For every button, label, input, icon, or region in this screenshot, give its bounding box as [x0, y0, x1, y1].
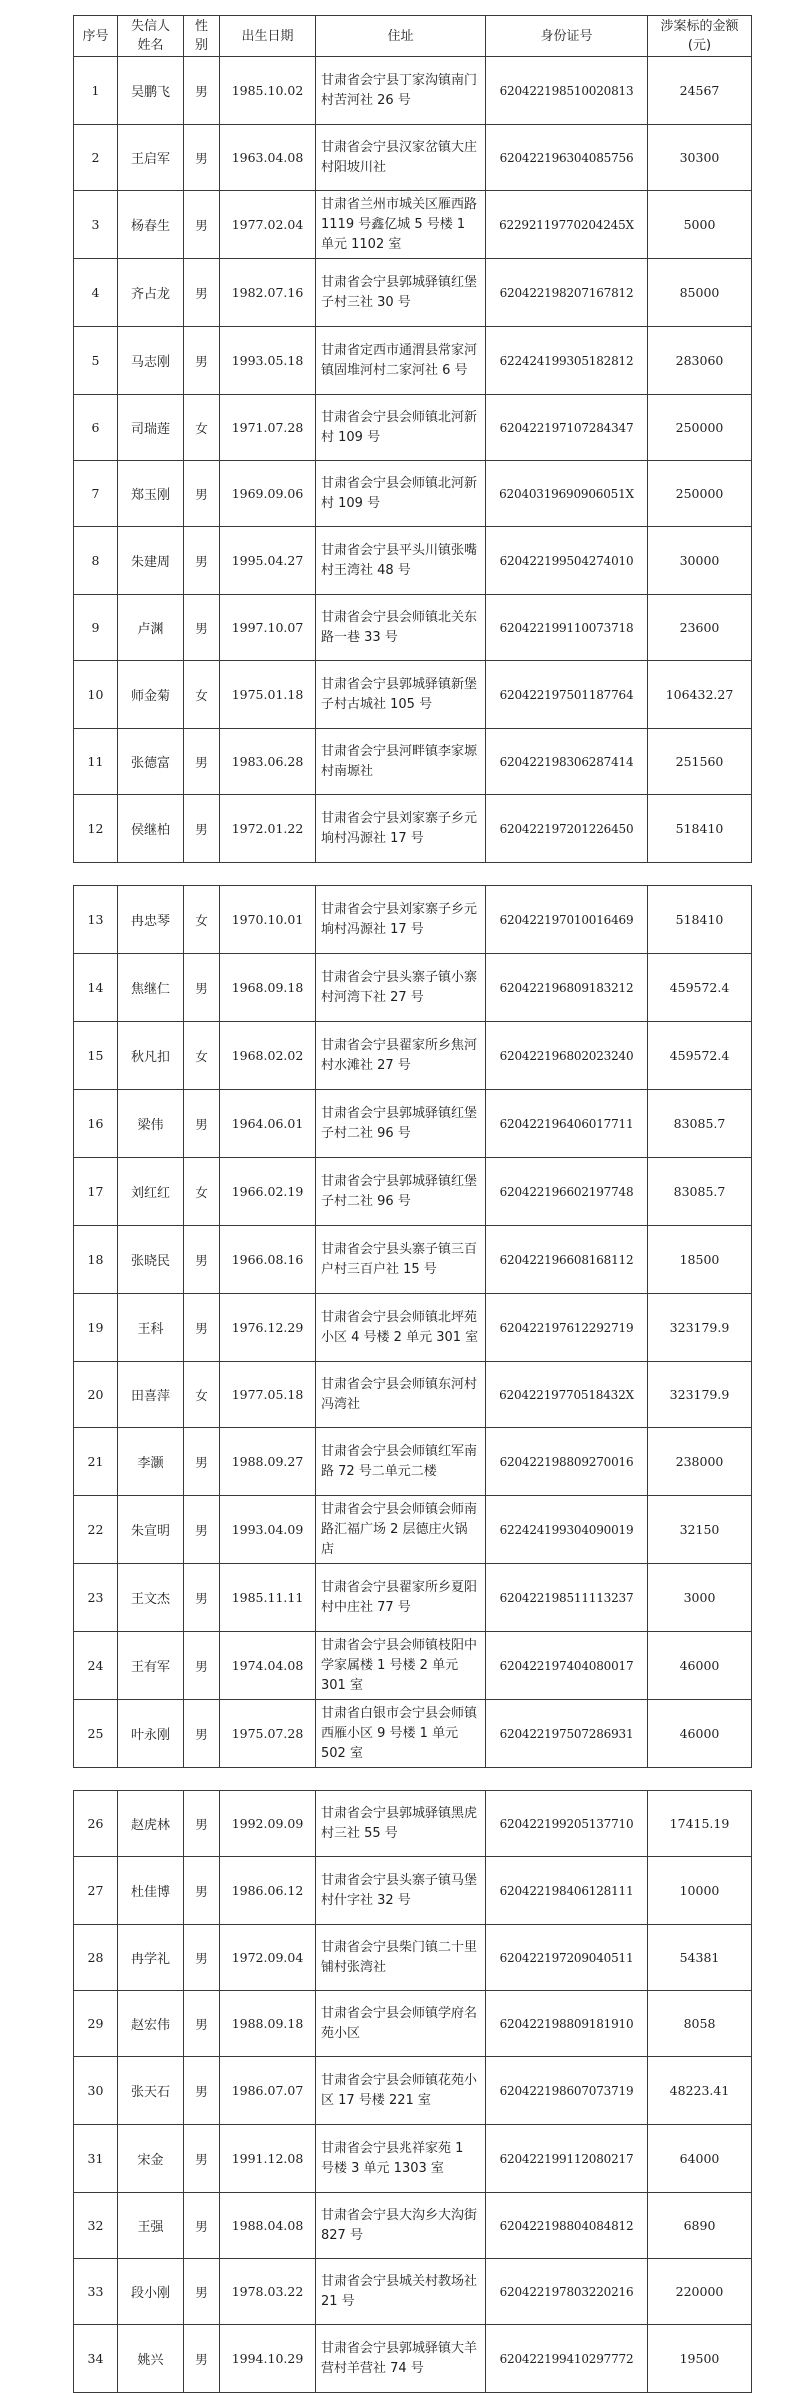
table-row — [74, 1022, 752, 1090]
cell-amount: 459572.4 — [648, 1022, 752, 1090]
cell-gender: 女 — [184, 1362, 220, 1428]
cell-birth-date: 1993.05.18 — [220, 327, 316, 395]
cell-birth-date: 1994.10.29 — [220, 2325, 316, 2393]
table-row — [74, 886, 752, 954]
cell-seq: 22 — [74, 1496, 118, 1564]
cell-amount: 23600 — [648, 595, 752, 661]
cell-birth-date: 1991.12.08 — [220, 2125, 316, 2193]
cell-birth-date: 1992.09.09 — [220, 1791, 316, 1857]
cell-address: 甘肃省会宁县头寨子镇小寨村河湾下社 27 号 — [316, 954, 486, 1022]
cell-id-number: 620422199410297772 — [486, 2325, 648, 2393]
table-row — [74, 1226, 752, 1294]
cell-amount: 250000 — [648, 395, 752, 461]
cell-name: 王文杰 — [118, 1564, 184, 1632]
table-body-section-2 — [74, 886, 752, 1768]
cell-birth-date: 1986.07.07 — [220, 2057, 316, 2125]
table-row — [74, 954, 752, 1022]
table-section-3 — [73, 1790, 752, 2393]
cell-gender: 女 — [184, 395, 220, 461]
cell-name: 师金菊 — [118, 661, 184, 729]
cell-amount: 323179.9 — [648, 1294, 752, 1362]
cell-address: 甘肃省兰州市城关区雁西路 1119 号鑫亿城 5 号楼 1 单元 1102 室 — [316, 191, 486, 259]
table-row — [74, 327, 752, 395]
cell-birth-date: 1970.10.01 — [220, 886, 316, 954]
cell-id-number: 620422197010016469 — [486, 886, 648, 954]
cell-id-number: 620422196608168112 — [486, 1226, 648, 1294]
table-row — [74, 1090, 752, 1158]
cell-id-number: 620422199110073718 — [486, 595, 648, 661]
cell-address: 甘肃省会宁县郭城驿镇红堡子村二社 96 号 — [316, 1090, 486, 1158]
cell-name: 冉忠琴 — [118, 886, 184, 954]
cell-seq: 25 — [74, 1700, 118, 1768]
cell-seq: 31 — [74, 2125, 118, 2193]
cell-gender: 男 — [184, 1700, 220, 1768]
cell-name: 秋凡扣 — [118, 1022, 184, 1090]
table-row — [74, 125, 752, 191]
cell-address: 甘肃省会宁县会师镇会师南路汇福广场 2 层德庄火锅店 — [316, 1496, 486, 1564]
table-row — [74, 2259, 752, 2325]
cell-seq: 23 — [74, 1564, 118, 1632]
cell-address: 甘肃省会宁县大沟乡大沟街 827 号 — [316, 2193, 486, 2259]
cell-name: 段小刚 — [118, 2259, 184, 2325]
cell-birth-date: 1993.04.09 — [220, 1496, 316, 1564]
cell-seq: 10 — [74, 661, 118, 729]
cell-id-number: 620422198510020813 — [486, 57, 648, 125]
cell-gender: 男 — [184, 1428, 220, 1496]
cell-birth-date: 1985.11.11 — [220, 1564, 316, 1632]
cell-address: 甘肃省会宁县城关村教场社 21 号 — [316, 2259, 486, 2325]
cell-id-number: 620422198306287414 — [486, 729, 648, 795]
table-row — [74, 1428, 752, 1496]
cell-address: 甘肃省会宁县刘家寨子乡元垧村冯源社 17 号 — [316, 795, 486, 863]
cell-id-number: 622424199305182812 — [486, 327, 648, 395]
cell-amount: 220000 — [648, 2259, 752, 2325]
cell-amount: 106432.27 — [648, 661, 752, 729]
table-row — [74, 1632, 752, 1700]
cell-id-number: 620422197107284347 — [486, 395, 648, 461]
cell-seq: 2 — [74, 125, 118, 191]
cell-amount: 3000 — [648, 1564, 752, 1632]
table-section-2 — [73, 885, 752, 1768]
cell-birth-date: 1977.02.04 — [220, 191, 316, 259]
cell-birth-date: 1963.04.08 — [220, 125, 316, 191]
table-row — [74, 1158, 752, 1226]
cell-amount: 5000 — [648, 191, 752, 259]
cell-name: 杜佳博 — [118, 1857, 184, 1925]
cell-id-number: 620422197507286931 — [486, 1700, 648, 1768]
cell-id-number: 620422197501187764 — [486, 661, 648, 729]
cell-name: 焦继仁 — [118, 954, 184, 1022]
table-row — [74, 1496, 752, 1564]
cell-id-number: 620422198511113237 — [486, 1564, 648, 1632]
cell-amount: 17415.19 — [648, 1791, 752, 1857]
cell-gender: 女 — [184, 661, 220, 729]
cell-birth-date: 1964.06.01 — [220, 1090, 316, 1158]
header-amount: 涉案标的金额(元) — [648, 16, 752, 57]
cell-gender: 男 — [184, 191, 220, 259]
cell-name: 侯继柏 — [118, 795, 184, 863]
cell-gender: 男 — [184, 2125, 220, 2193]
cell-seq: 15 — [74, 1022, 118, 1090]
cell-address: 甘肃省会宁县郭城驿镇黑虎村三社 55 号 — [316, 1791, 486, 1857]
cell-birth-date: 1988.09.27 — [220, 1428, 316, 1496]
cell-gender: 男 — [184, 57, 220, 125]
cell-name: 马志刚 — [118, 327, 184, 395]
cell-address: 甘肃省白银市会宁县会师镇西雁小区 9 号楼 1 单元 502 室 — [316, 1700, 486, 1768]
dishonest-persons-list — [73, 15, 751, 2393]
cell-seq: 3 — [74, 191, 118, 259]
cell-address: 甘肃省会宁县头寨子镇三百户村三百户社 15 号 — [316, 1226, 486, 1294]
cell-amount: 30300 — [648, 125, 752, 191]
cell-seq: 8 — [74, 527, 118, 595]
cell-name: 梁伟 — [118, 1090, 184, 1158]
cell-seq: 34 — [74, 2325, 118, 2393]
cell-seq: 11 — [74, 729, 118, 795]
cell-birth-date: 1982.07.16 — [220, 259, 316, 327]
cell-seq: 13 — [74, 886, 118, 954]
cell-seq: 24 — [74, 1632, 118, 1700]
cell-name: 卢渊 — [118, 595, 184, 661]
cell-address: 甘肃省会宁县翟家所乡夏阳村中庄社 77 号 — [316, 1564, 486, 1632]
cell-amount: 10000 — [648, 1857, 752, 1925]
cell-seq: 27 — [74, 1857, 118, 1925]
cell-amount: 85000 — [648, 259, 752, 327]
cell-birth-date: 1977.05.18 — [220, 1362, 316, 1428]
cell-address: 甘肃省会宁县会师镇红军南路 72 号二单元二楼 — [316, 1428, 486, 1496]
cell-amount: 32150 — [648, 1496, 752, 1564]
cell-gender: 男 — [184, 595, 220, 661]
cell-gender: 男 — [184, 2057, 220, 2125]
table-row — [74, 461, 752, 527]
cell-id-number: 620422199112080217 — [486, 2125, 648, 2193]
cell-amount: 24567 — [648, 57, 752, 125]
cell-id-number: 620422198804084812 — [486, 2193, 648, 2259]
cell-id-number: 620422197803220216 — [486, 2259, 648, 2325]
table-row — [74, 661, 752, 729]
cell-gender: 女 — [184, 1158, 220, 1226]
cell-gender: 男 — [184, 461, 220, 527]
cell-address: 甘肃省会宁县翟家所乡焦河村水滩社 27 号 — [316, 1022, 486, 1090]
cell-name: 齐占龙 — [118, 259, 184, 327]
cell-address: 甘肃省会宁县会师镇北坪苑小区 4 号楼 2 单元 301 室 — [316, 1294, 486, 1362]
cell-birth-date: 1969.09.06 — [220, 461, 316, 527]
cell-seq: 18 — [74, 1226, 118, 1294]
cell-seq: 20 — [74, 1362, 118, 1428]
cell-name: 杨春生 — [118, 191, 184, 259]
cell-gender: 男 — [184, 1564, 220, 1632]
cell-address: 甘肃省会宁县会师镇学府名苑小区 — [316, 1991, 486, 2057]
cell-address: 甘肃省会宁县会师镇东河村冯湾社 — [316, 1362, 486, 1428]
cell-name: 郑玉刚 — [118, 461, 184, 527]
table-row — [74, 795, 752, 863]
cell-amount: 518410 — [648, 795, 752, 863]
header-birth: 出生日期 — [220, 16, 316, 57]
cell-amount: 518410 — [648, 886, 752, 954]
cell-amount: 459572.4 — [648, 954, 752, 1022]
cell-id-number: 620422196809183212 — [486, 954, 648, 1022]
table-row — [74, 2325, 752, 2393]
cell-amount: 323179.9 — [648, 1362, 752, 1428]
cell-id-number: 62040319690906051X — [486, 461, 648, 527]
cell-gender: 男 — [184, 954, 220, 1022]
cell-gender: 男 — [184, 1632, 220, 1700]
cell-address: 甘肃省定西市通渭县常家河镇固堆河村二家河社 6 号 — [316, 327, 486, 395]
cell-gender: 男 — [184, 527, 220, 595]
cell-name: 司瑞莲 — [118, 395, 184, 461]
cell-name: 张晓民 — [118, 1226, 184, 1294]
cell-name: 姚兴 — [118, 2325, 184, 2393]
cell-address: 甘肃省会宁县刘家寨子乡元垧村冯源社 17 号 — [316, 886, 486, 954]
cell-id-number: 620422198809181910 — [486, 1991, 648, 2057]
cell-birth-date: 1986.06.12 — [220, 1857, 316, 1925]
cell-address: 甘肃省会宁县兆祥家苑 1 号楼 3 单元 1303 室 — [316, 2125, 486, 2193]
cell-id-number: 62292119770204245X — [486, 191, 648, 259]
cell-name: 赵虎林 — [118, 1791, 184, 1857]
cell-seq: 12 — [74, 795, 118, 863]
cell-gender: 男 — [184, 2325, 220, 2393]
cell-birth-date: 1978.03.22 — [220, 2259, 316, 2325]
header-seq: 序号 — [74, 16, 118, 57]
cell-amount: 46000 — [648, 1632, 752, 1700]
cell-birth-date: 1971.07.28 — [220, 395, 316, 461]
cell-gender: 女 — [184, 1022, 220, 1090]
table-row — [74, 2125, 752, 2193]
cell-address: 甘肃省会宁县河畔镇李家塬村南塬社 — [316, 729, 486, 795]
table-row — [74, 395, 752, 461]
header-name: 失信人姓名 — [118, 16, 184, 57]
cell-id-number: 620422198406128111 — [486, 1857, 648, 1925]
cell-name: 王有军 — [118, 1632, 184, 1700]
table-row — [74, 1700, 752, 1768]
cell-name: 冉学礼 — [118, 1925, 184, 1991]
table-row — [74, 527, 752, 595]
table-section-1 — [73, 15, 752, 863]
cell-seq: 29 — [74, 1991, 118, 2057]
cell-amount: 250000 — [648, 461, 752, 527]
cell-gender: 男 — [184, 1226, 220, 1294]
cell-seq: 7 — [74, 461, 118, 527]
cell-id-number: 622424199304090019 — [486, 1496, 648, 1564]
cell-gender: 男 — [184, 1496, 220, 1564]
cell-seq: 9 — [74, 595, 118, 661]
cell-seq: 26 — [74, 1791, 118, 1857]
cell-amount: 30000 — [648, 527, 752, 595]
cell-gender: 男 — [184, 795, 220, 863]
cell-id-number: 620422196406017711 — [486, 1090, 648, 1158]
cell-gender: 男 — [184, 2259, 220, 2325]
cell-birth-date: 1975.07.28 — [220, 1700, 316, 1768]
cell-amount: 83085.7 — [648, 1158, 752, 1226]
cell-id-number: 620422196304085756 — [486, 125, 648, 191]
cell-amount: 46000 — [648, 1700, 752, 1768]
cell-name: 张德富 — [118, 729, 184, 795]
table-row — [74, 1991, 752, 2057]
header-address: 住址 — [316, 16, 486, 57]
cell-id-number: 620422196802023240 — [486, 1022, 648, 1090]
cell-amount: 48223.41 — [648, 2057, 752, 2125]
cell-gender: 男 — [184, 1791, 220, 1857]
cell-seq: 32 — [74, 2193, 118, 2259]
table-row — [74, 2193, 752, 2259]
cell-name: 张天石 — [118, 2057, 184, 2125]
cell-amount: 54381 — [648, 1925, 752, 1991]
cell-id-number: 620422197404080017 — [486, 1632, 648, 1700]
cell-gender: 男 — [184, 125, 220, 191]
cell-name: 田喜萍 — [118, 1362, 184, 1428]
table-row — [74, 1362, 752, 1428]
cell-birth-date: 1988.04.08 — [220, 2193, 316, 2259]
cell-name: 王启军 — [118, 125, 184, 191]
table-row — [74, 729, 752, 795]
cell-seq: 19 — [74, 1294, 118, 1362]
cell-name: 王强 — [118, 2193, 184, 2259]
cell-address: 甘肃省会宁县会师镇北关东路一巷 33 号 — [316, 595, 486, 661]
cell-name: 朱建周 — [118, 527, 184, 595]
cell-name: 朱宣明 — [118, 1496, 184, 1564]
cell-amount: 8058 — [648, 1991, 752, 2057]
cell-seq: 4 — [74, 259, 118, 327]
cell-name: 宋金 — [118, 2125, 184, 2193]
cell-id-number: 62042219770518432X — [486, 1362, 648, 1428]
cell-id-number: 620422199205137710 — [486, 1791, 648, 1857]
cell-gender: 男 — [184, 327, 220, 395]
cell-address: 甘肃省会宁县平头川镇张嘴村王湾社 48 号 — [316, 527, 486, 595]
table-row — [74, 1925, 752, 1991]
cell-name: 李灏 — [118, 1428, 184, 1496]
cell-address: 甘肃省会宁县郭城驿镇大羊营村羊营社 74 号 — [316, 2325, 486, 2393]
table-row — [74, 595, 752, 661]
cell-seq: 33 — [74, 2259, 118, 2325]
cell-address: 甘肃省会宁县头寨子镇马堡村什字社 32 号 — [316, 1857, 486, 1925]
cell-birth-date: 1997.10.07 — [220, 595, 316, 661]
cell-name: 叶永刚 — [118, 1700, 184, 1768]
cell-id-number: 620422197612292719 — [486, 1294, 648, 1362]
table-body-section-3 — [74, 1791, 752, 2393]
table-header-row — [74, 16, 752, 57]
header-gender: 性别 — [184, 16, 220, 57]
table-body-section-1 — [74, 57, 752, 863]
cell-amount: 18500 — [648, 1226, 752, 1294]
cell-id-number: 620422197209040511 — [486, 1925, 648, 1991]
cell-name: 吴鹏飞 — [118, 57, 184, 125]
cell-gender: 男 — [184, 1991, 220, 2057]
cell-address: 甘肃省会宁县丁家沟镇南门村苦河社 26 号 — [316, 57, 486, 125]
cell-birth-date: 1988.09.18 — [220, 1991, 316, 2057]
cell-name: 刘红红 — [118, 1158, 184, 1226]
cell-address: 甘肃省会宁县柴门镇二十里铺村张湾社 — [316, 1925, 486, 1991]
cell-gender: 男 — [184, 729, 220, 795]
cell-gender: 男 — [184, 1857, 220, 1925]
cell-id-number: 620422197201226450 — [486, 795, 648, 863]
cell-address: 甘肃省会宁县郭城驿镇新堡子村古城社 105 号 — [316, 661, 486, 729]
cell-id-number: 620422198809270016 — [486, 1428, 648, 1496]
table-row — [74, 1857, 752, 1925]
cell-gender: 男 — [184, 2193, 220, 2259]
cell-address: 甘肃省会宁县郭城驿镇红堡子村三社 30 号 — [316, 259, 486, 327]
cell-address: 甘肃省会宁县会师镇北河新村 109 号 — [316, 461, 486, 527]
cell-amount: 19500 — [648, 2325, 752, 2393]
cell-birth-date: 1976.12.29 — [220, 1294, 316, 1362]
table-row — [74, 1564, 752, 1632]
cell-address: 甘肃省会宁县汉家岔镇大庄村阳坡川社 — [316, 125, 486, 191]
cell-seq: 6 — [74, 395, 118, 461]
table-row — [74, 57, 752, 125]
cell-birth-date: 1974.04.08 — [220, 1632, 316, 1700]
cell-seq: 17 — [74, 1158, 118, 1226]
cell-amount: 64000 — [648, 2125, 752, 2193]
cell-seq: 16 — [74, 1090, 118, 1158]
cell-birth-date: 1968.02.02 — [220, 1022, 316, 1090]
cell-id-number: 620422198607073719 — [486, 2057, 648, 2125]
cell-seq: 28 — [74, 1925, 118, 1991]
cell-amount: 251560 — [648, 729, 752, 795]
header-id: 身份证号 — [486, 16, 648, 57]
cell-name: 王科 — [118, 1294, 184, 1362]
cell-amount: 83085.7 — [648, 1090, 752, 1158]
cell-seq: 1 — [74, 57, 118, 125]
cell-birth-date: 1966.02.19 — [220, 1158, 316, 1226]
cell-birth-date: 1966.08.16 — [220, 1226, 316, 1294]
cell-amount: 6890 — [648, 2193, 752, 2259]
table-row — [74, 191, 752, 259]
cell-amount: 283060 — [648, 327, 752, 395]
cell-id-number: 620422198207167812 — [486, 259, 648, 327]
cell-birth-date: 1972.01.22 — [220, 795, 316, 863]
cell-seq: 21 — [74, 1428, 118, 1496]
cell-id-number: 620422196602197748 — [486, 1158, 648, 1226]
table-row — [74, 1791, 752, 1857]
cell-address: 甘肃省会宁县郭城驿镇红堡子村二社 96 号 — [316, 1158, 486, 1226]
cell-birth-date: 1968.09.18 — [220, 954, 316, 1022]
cell-seq: 30 — [74, 2057, 118, 2125]
cell-birth-date: 1972.09.04 — [220, 1925, 316, 1991]
cell-id-number: 620422199504274010 — [486, 527, 648, 595]
cell-amount: 238000 — [648, 1428, 752, 1496]
cell-birth-date: 1983.06.28 — [220, 729, 316, 795]
cell-seq: 5 — [74, 327, 118, 395]
cell-birth-date: 1975.01.18 — [220, 661, 316, 729]
cell-name: 赵宏伟 — [118, 1991, 184, 2057]
table-row — [74, 2057, 752, 2125]
cell-birth-date: 1995.04.27 — [220, 527, 316, 595]
cell-gender: 男 — [184, 1294, 220, 1362]
cell-address: 甘肃省会宁县会师镇花苑小区 17 号楼 221 室 — [316, 2057, 486, 2125]
cell-gender: 男 — [184, 1090, 220, 1158]
table-row — [74, 259, 752, 327]
cell-address: 甘肃省会宁县会师镇北河新村 109 号 — [316, 395, 486, 461]
cell-address: 甘肃省会宁县会师镇枝阳中学家属楼 1 号楼 2 单元 301 室 — [316, 1632, 486, 1700]
cell-birth-date: 1985.10.02 — [220, 57, 316, 125]
table-row — [74, 1294, 752, 1362]
cell-gender: 女 — [184, 886, 220, 954]
cell-seq: 14 — [74, 954, 118, 1022]
cell-gender: 男 — [184, 259, 220, 327]
cell-gender: 男 — [184, 1925, 220, 1991]
